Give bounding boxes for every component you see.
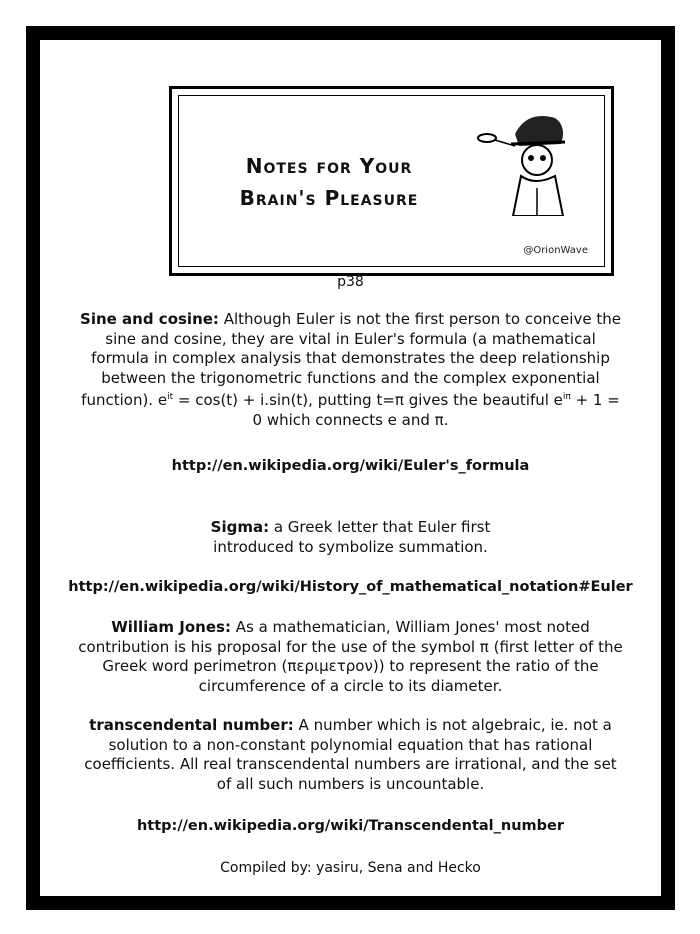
banner-title-line1: Notes for Your [245, 154, 413, 178]
note-sine-cosine-text-a: Although Euler is not the first person to conceive the sine and cosine, they are vital in Euler's formula (a mathematical formula in complex analysis that demonstrates the deep relationship between the trigonometric functions and the complex exponential function). e [81, 310, 621, 409]
note-sigma-text: a Greek letter that Euler first introduced to symbolize summation. [213, 518, 491, 556]
term-william-jones: William Jones: [111, 618, 231, 636]
term-sigma: Sigma: [210, 518, 270, 536]
term-sine-cosine: Sine and cosine: [80, 310, 219, 328]
mascot-drawing [475, 106, 575, 216]
artist-handle: @OrionWave [523, 245, 588, 256]
note-transcendental-text: A number which is not algebraic, ie. not a solution to a non-constant polynomial equation that has rational coefficients. All real transcendental numbers are irrational, and the set of all such numbers is uncountable. [84, 716, 617, 793]
note-transcendental [78, 716, 623, 794]
page-sheet [40, 40, 661, 896]
title-banner-inner-border [178, 95, 605, 267]
exponent-it: it [167, 392, 174, 402]
banner-title-line2: Brain's Pleasure [239, 186, 419, 210]
title-banner [169, 86, 614, 276]
note-sine-cosine [78, 310, 623, 430]
exponent-ipi: iπ [562, 392, 571, 402]
note-william-jones-text: As a mathematician, William Jones' most noted contribution is his proposal for the use of the symbol π (first letter of the Greek word perimetron (περιμετρον)) to represent the ratio of the circumference of a circle to its diameter. [78, 618, 623, 695]
term-transcendental: transcendental number: [89, 716, 294, 734]
page-number: p38 [337, 274, 364, 290]
note-william-jones [78, 618, 623, 696]
credits: Compiled by: yasiru, Sena and Hecko [220, 860, 481, 876]
link-transcendental[interactable]: http://en.wikipedia.org/wiki/Transcendental_number [136, 818, 565, 834]
link-euler-formula[interactable]: http://en.wikipedia.org/wiki/Euler's_formula [171, 458, 530, 474]
page-frame [26, 26, 675, 910]
note-sine-cosine-text-c: + 1 = 0 which connects e and π. [252, 391, 620, 429]
note-sigma [190, 518, 511, 557]
link-math-notation[interactable]: http://en.wikipedia.org/wiki/History_of_mathematical_notation#Euler [68, 579, 633, 595]
note-sine-cosine-text-b: = cos(t) + i.sin(t), putting t=π gives the beautiful e [173, 391, 563, 409]
